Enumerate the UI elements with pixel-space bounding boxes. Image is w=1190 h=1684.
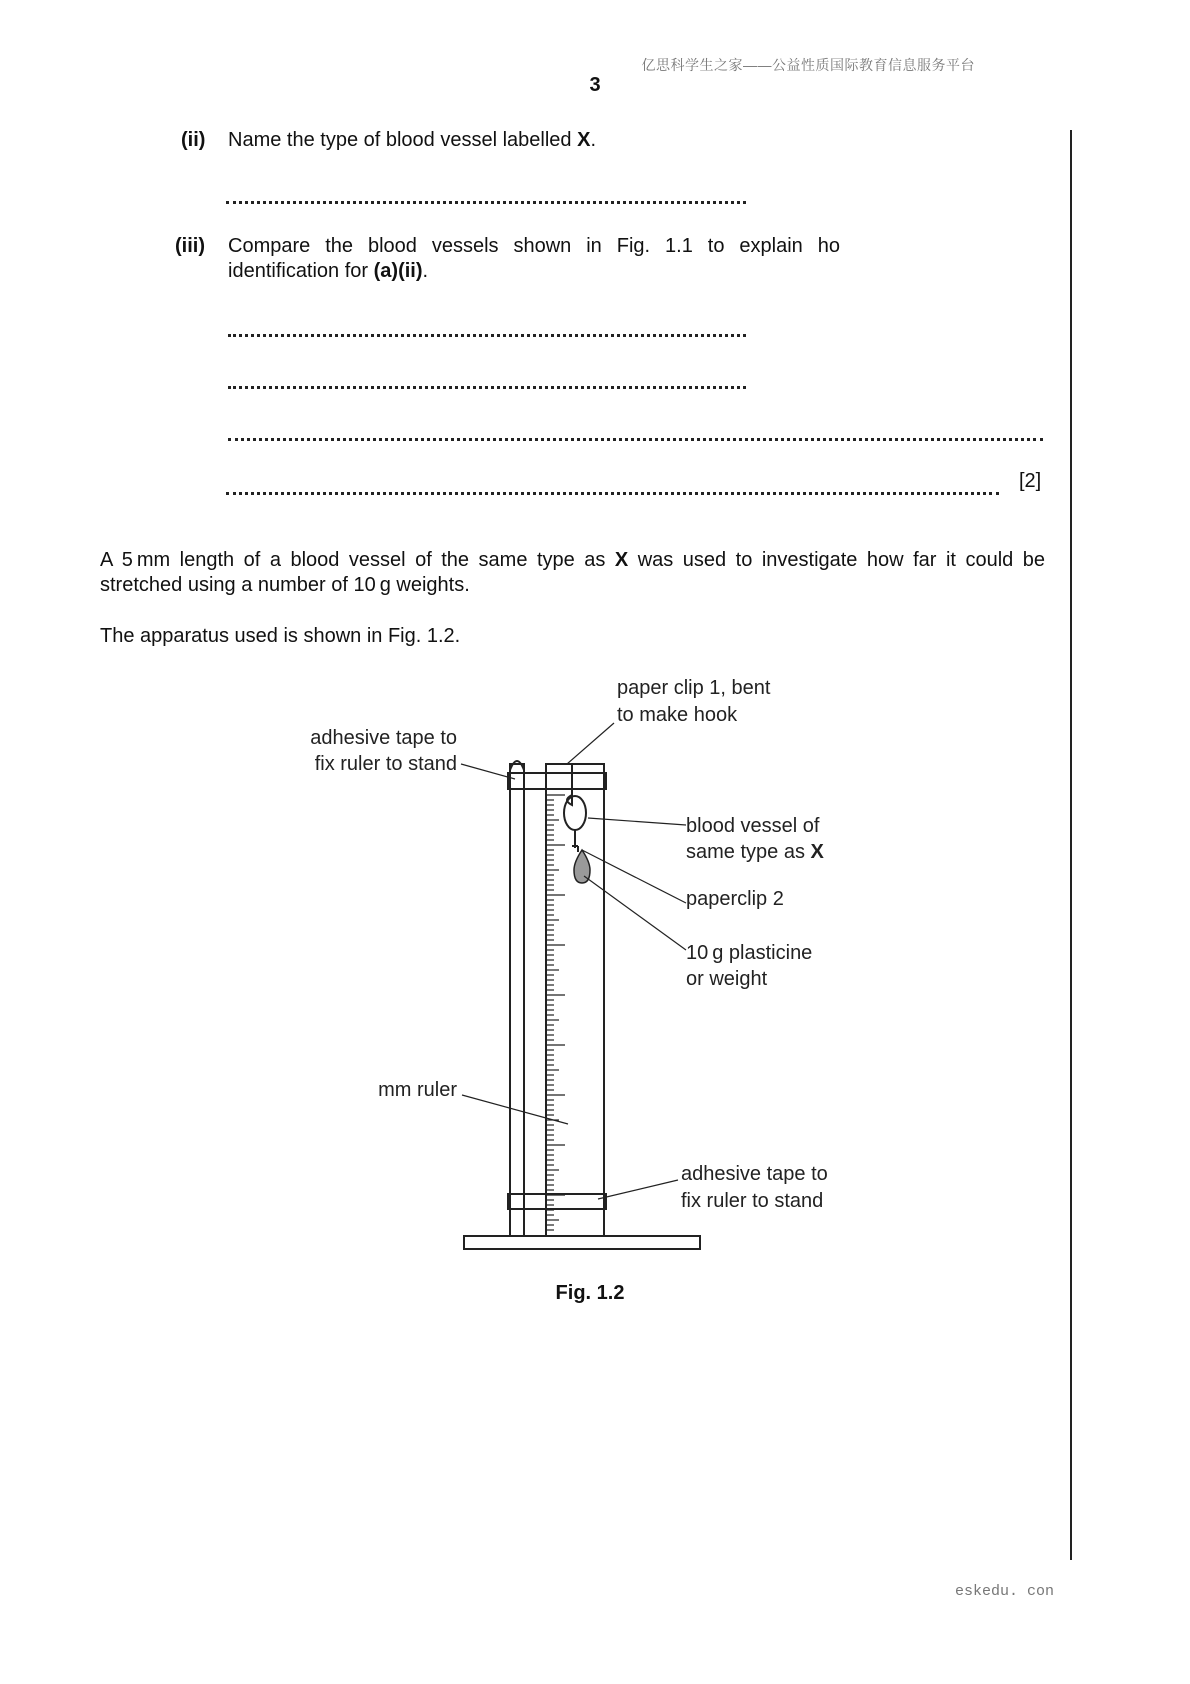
- question-iii-label: (iii): [175, 235, 205, 257]
- stand-rod: [510, 764, 524, 1236]
- figure-caption: Fig. 1.2: [555, 1282, 625, 1304]
- label-tape-top-line2: fix ruler to stand: [314, 753, 457, 775]
- label-paper-clip-1-line1: paper clip 1, bent: [617, 677, 771, 699]
- intro-paragraph: A 5 mm length of a blood vessel of the same type as X was used to investigate how far it could be stretched using a number of 10 g weights.: [100, 549, 1045, 596]
- paperclip-2: [572, 830, 578, 852]
- header-watermark: 亿思科学生之家——公益性质国际教育信息服务平台: [641, 57, 975, 73]
- label-ruler: mm ruler: [378, 1079, 457, 1101]
- label-paper-clip-1-line2: to make hook: [617, 704, 738, 726]
- tape-bottom: [508, 1194, 606, 1209]
- label-vessel-line1: blood vessel of: [686, 815, 820, 837]
- ruler-ticks: [547, 795, 565, 1230]
- label-vessel-line2: same type as X: [686, 841, 824, 863]
- apparatus-intro: The apparatus used is shown in Fig. 1.2.: [100, 625, 461, 647]
- stand-rod-top: [510, 761, 524, 770]
- question-ii-text: Name the type of blood vessel labelled X.: [228, 129, 597, 151]
- label-tape-bottom-line2: fix ruler to stand: [681, 1190, 824, 1212]
- page-number: 3: [589, 74, 601, 96]
- label-plasticine-line1: 10 g plasticine: [686, 942, 813, 964]
- marks-allocation: [2]: [1019, 470, 1042, 492]
- label-plasticine-line2: or weight: [686, 968, 768, 990]
- label-tape-bottom-line1: adhesive tape to: [681, 1163, 828, 1185]
- blood-vessel: [564, 796, 586, 830]
- question-iii-line1: Compare the blood vessels shown in Fig. 1.1 to explain ho: [228, 235, 840, 257]
- footer-site: eskedu. con: [954, 1583, 1054, 1600]
- question-ii-label: (ii): [181, 129, 206, 151]
- label-tape-top-line1: adhesive tape to: [310, 727, 457, 749]
- tape-top: [508, 773, 606, 789]
- label-paperclip-2: paperclip 2: [686, 888, 784, 910]
- question-iii-line2: identification for (a)(ii).: [228, 260, 429, 282]
- stand-base: [464, 1236, 700, 1249]
